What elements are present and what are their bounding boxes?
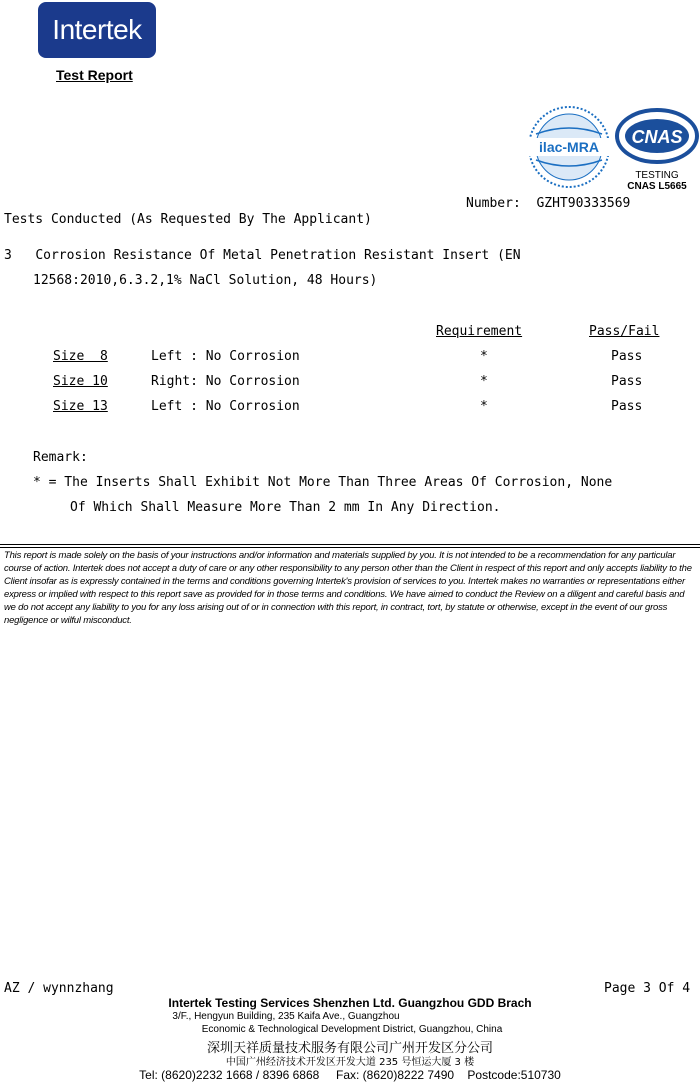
report-number: [466, 196, 630, 211]
column-header-pass-fail: Pass/Fail: [589, 324, 660, 339]
row-result: Left : No Corrosion: [151, 349, 300, 364]
row-requirement: *: [480, 349, 488, 364]
cnas-number-label: CNAS L5665: [627, 181, 687, 190]
footer-contact: Tel: (8620)2232 1668 / 8396 6868 Fax: (8620)8222 7490 Postcode:510730: [139, 1068, 561, 1082]
footer-address-line-2: Economic & Technological Development District, Guangzhou, China: [201, 1024, 503, 1035]
divider: [0, 544, 700, 545]
footer-company: Intertek Testing Services Shenzhen Ltd. Guangzhou GDD Brach: [168, 996, 532, 1010]
row-result: Right: No Corrosion: [151, 374, 300, 389]
row-size: Size 8: [53, 349, 108, 364]
disclaimer-text: This report is made solely on the basis of your instructions and/or information and materials supplied by you. It is not intended to be a recommendation for any particular course of action. Intertek does not accept a duty of care or any other responsibility to any person other than the Client in respect of this report and only accepts liability to the Client insofar as is expressly contained in the terms and conditions governing Intertek's provision of services to you. Intertek makes no warranties or representations either express or implied with respect to this report save as provided for in those terms and conditions. We have aimed to conduct the Review on a diligent and careful basis and we do not accept any liability to you for any loss arising out of or in connection with this report, in contract, tort, by statute or otherwise, except in the event of our gross negligence or wilful misconduct.: [4, 550, 692, 626]
test-title-line-1: [4, 248, 521, 263]
footer-page-number: Page 3 Of 4: [604, 981, 691, 996]
remark-label: Remark:: [33, 450, 88, 465]
intertek-logo: [38, 2, 156, 58]
logo-text: Intertek: [52, 14, 142, 45]
report-title: Test Report: [56, 67, 133, 83]
section-heading: Tests Conducted (As Requested By The Applicant): [4, 212, 372, 227]
footer-author: AZ / wynnzhang: [4, 981, 114, 996]
row-pass-fail: Pass: [611, 374, 643, 389]
row-pass-fail: Pass: [611, 349, 643, 364]
row-pass-fail: Pass: [611, 399, 643, 414]
cnas-testing-label: TESTING: [635, 170, 679, 181]
cnas-label: CNAS: [631, 127, 683, 147]
divider: [0, 547, 700, 548]
column-header-requirement: Requirement: [436, 324, 523, 339]
footer-address-cn-2: 中国广州经济技术开发区开发大道 235 号恒运大厦 3 楼: [225, 1057, 475, 1068]
test-title-text-1: Corrosion Resistance Of Metal Penetration Resistant Insert (EN: [35, 248, 521, 263]
row-requirement: *: [480, 399, 488, 414]
remark-text-line-2: Of Which Shall Measure More Than 2 mm In Any Direction.: [70, 500, 501, 515]
test-title-line-2: 12568:2010,6.3.2,1% NaCl Solution, 48 Hours): [33, 273, 378, 288]
report-number-value: GZHT90333569: [536, 196, 631, 211]
footer-address-cn-1: 深圳天祥质量技术服务有限公司广州开发区分公司: [206, 1041, 493, 1056]
ilac-label: ilac-MRA: [539, 139, 599, 155]
row-size: Size 10: [53, 374, 108, 389]
ilac-mra-mark-icon: [526, 104, 612, 190]
test-number: 3: [4, 248, 12, 263]
row-size: Size 13: [53, 399, 108, 414]
row-requirement: *: [480, 374, 488, 389]
footer-address-line-1: 3/F., Hengyun Building, 235 Kaifa Ave., Guangzhou: [172, 1011, 400, 1022]
row-result: Left : No Corrosion: [151, 399, 300, 414]
report-number-label: Number:: [466, 196, 521, 211]
cnas-mark-icon: [614, 104, 700, 190]
remark-text-line-1: * = The Inserts Shall Exhibit Not More Than Three Areas Of Corrosion, None: [33, 475, 613, 490]
